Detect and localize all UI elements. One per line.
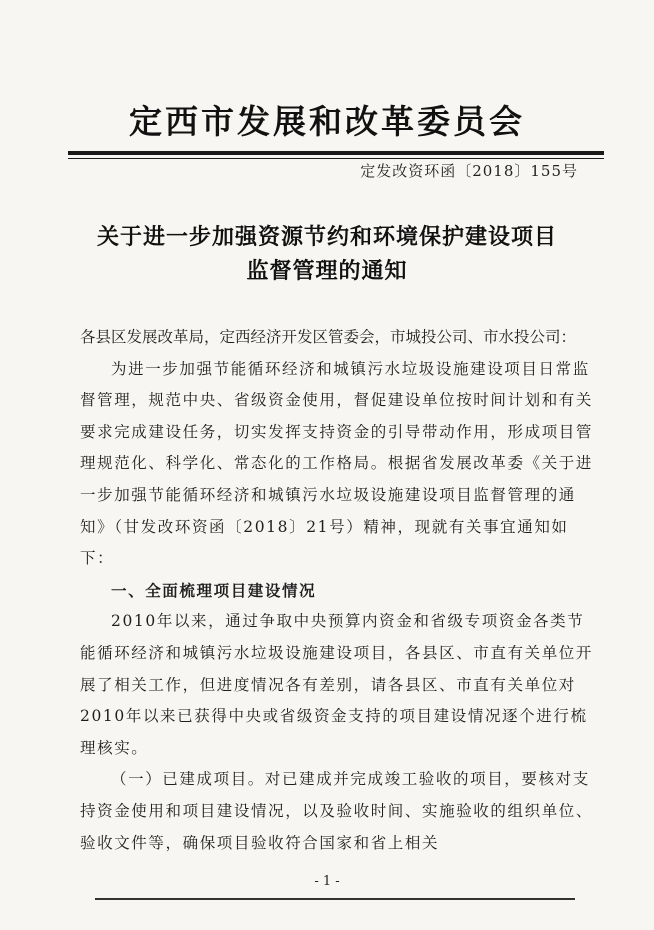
document-body bbox=[80, 322, 600, 859]
subsection-1-paragraph: （一）已建成项目。对已建成并完成竣工验收的项目，要核对支持资金使用和项目建设情况，以及验收时间、实施验收的组织单位、验收文件等，确保项目验收符合国家和省上相关 bbox=[80, 770, 594, 852]
letterhead-rule-thick bbox=[68, 151, 604, 155]
document-number: 定发改资环函〔2018〕155号 bbox=[360, 162, 578, 180]
document-title-line-2: 监督管理的通知 bbox=[246, 258, 408, 284]
document-title-line-1: 关于进一步加强资源节约和环境保护建设项目 bbox=[96, 224, 557, 250]
letterhead-rule-thin bbox=[68, 158, 604, 159]
footer-rule bbox=[95, 898, 575, 900]
page-number: - 1 - bbox=[314, 874, 340, 889]
section-1-paragraph: 2010年以来，通过争取中央预算内资金和省级专项资金各类节能循环经济和城镇污水垃圾设施建设项目，各县区、市直有关单位开展了相关工作，但进度情况各有差别，请各县区、市直有关单位对2010年以来已获得中央或省级资金支持的项目建设情况逐个进行梳理核实。 bbox=[80, 612, 594, 757]
salutation: 各县区发展改革局，定西经济开发区管委会，市城投公司、市水投公司： bbox=[80, 328, 577, 346]
intro-paragraph: 为进一步加强节能循环经济和城镇污水垃圾设施建设项目日常监督管理，规范中央、省级资金使用，督促建设单位按时间计划和有关要求完成建设任务，切实发挥支持资金的引导带动作用，形成项目管理规范化、科学化、常态化的工作格局。根据省发展改革委《关于进一步加强节能循环经济和城镇污水垃圾设施建设项目监督管理的通知》（甘发改环资函〔2018〕21号）精神，现就有关事宜通知如下： bbox=[80, 359, 594, 568]
letterhead-organization: 定西市发展和改革委员会 bbox=[129, 102, 525, 141]
section-1-heading: 一、全面梳理项目建设情况 bbox=[111, 580, 317, 600]
